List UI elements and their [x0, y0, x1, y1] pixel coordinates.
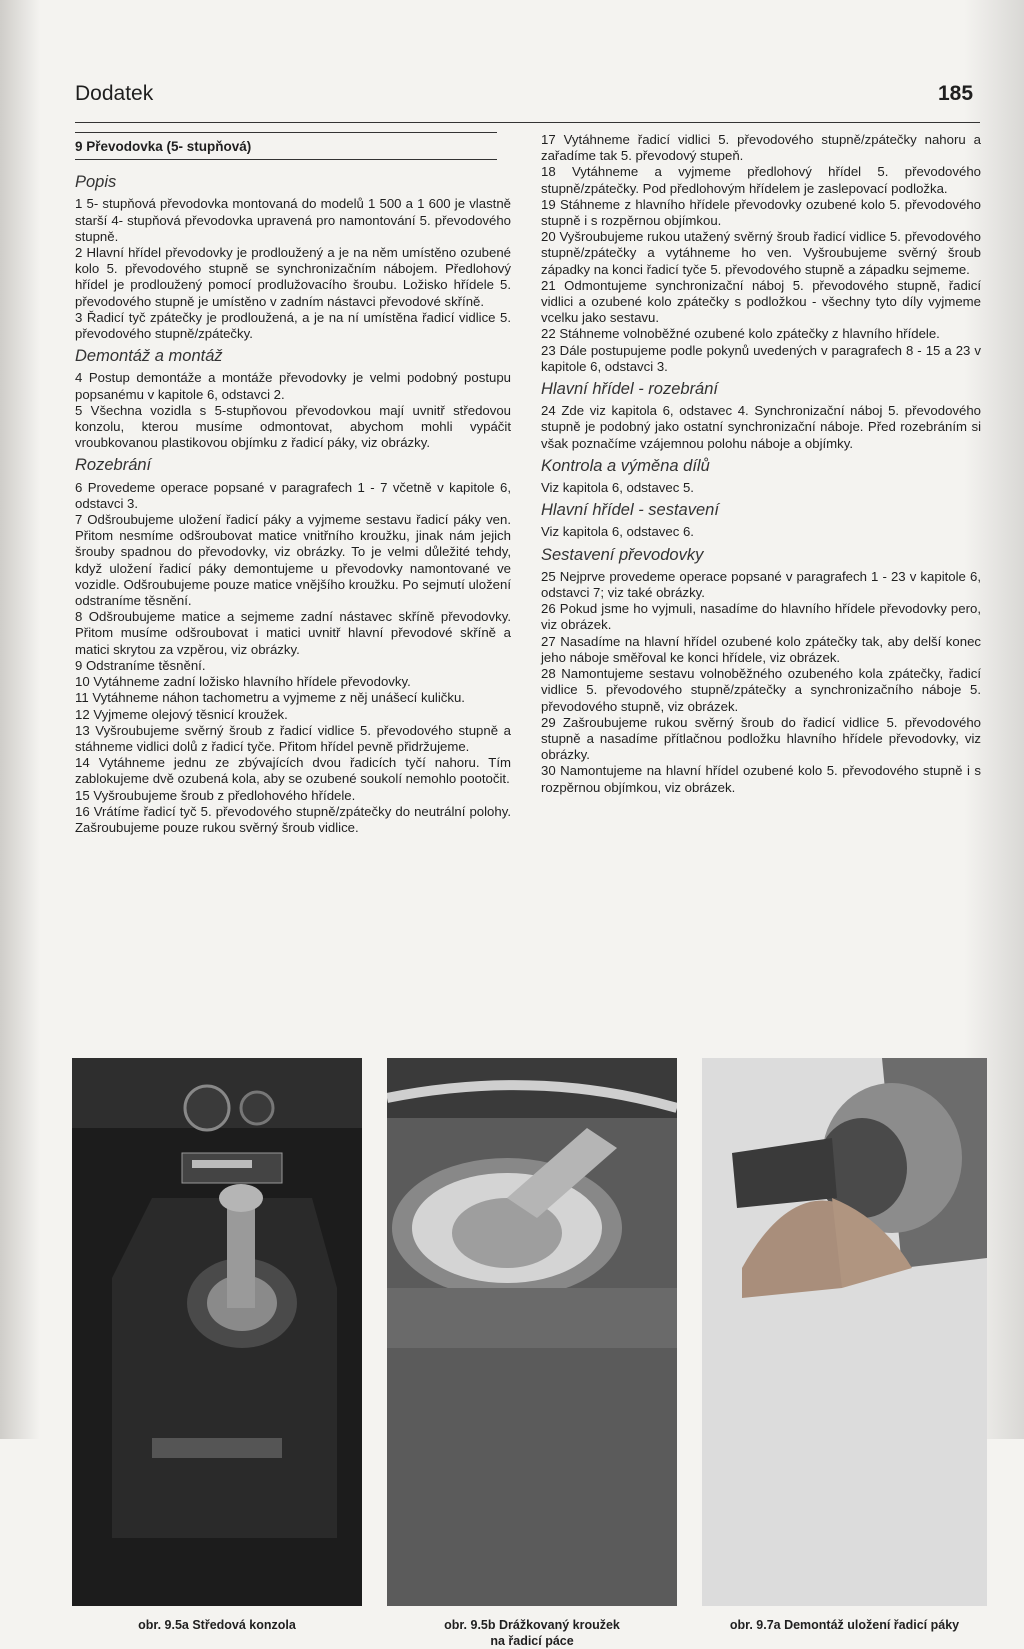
paragraph: 2 Hlavní hřídel převodovky je prodloužený a je na něm umístěno ozubené kolo 5. převodového stupně se synchronizačním nábojem. Předlohový hřídel je prodloužený pomocí prodlužovacího šroubu. Ložisko hřídele 5. převodového stupně je umístěno v zadním nástavci převodové skříně. [75, 245, 511, 309]
subheading-hlavni-sestaveni: Hlavní hřídel - sestavení [541, 501, 719, 520]
figure-caption [387, 1617, 677, 1649]
photo-splined-ring [387, 1058, 677, 1606]
right-column [541, 132, 981, 796]
paragraph: 27 Nasadíme na hlavní hřídel ozubené kolo zpátečky tak, aby delší konec jeho náboje směřoval ke konci hřídele, viz obrázek. [541, 633, 981, 665]
paragraph: Viz kapitola 6, odstavec 6. [541, 524, 694, 540]
paragraph: 14 Vytáhneme jednu ze zbývajících dvou řadicích tyčí nahoru. Tím zablokujeme dvě ozubená kola, aby se ozubené soukolí nemohlo pootočit. [75, 755, 511, 787]
paragraph: 20 Vyšroubujeme rukou utažený svěrný šroub řadicí vidlice 5. převodového stupně/zpátečky a vytáhneme ho ven. Vyšroubujeme svěrný šroub západky na konci řadicí tyče 5. převodového stupně a západku sejmeme. [541, 229, 981, 277]
paragraph: 8 Odšroubujeme matice a sejmeme zadní nástavec skříně převodovky. Přitom musíme odšroubovat i matici uvnitř hlavní převodové skříně a matici skrytou za vzpěrou, viz obrázky. [75, 609, 511, 657]
section-heading: 9 Převodovka (5- stupňová) [75, 132, 497, 160]
figure-caption: obr. 9.5a Středová konzola [138, 1618, 296, 1632]
subheading-rozebrani: Rozebrání [75, 456, 152, 475]
paragraph: Viz kapitola 6, odstavec 5. [541, 480, 694, 496]
paragraph: 16 Vrátíme řadicí tyč 5. převodového stupně/zpátečky do neutrální polohy. Zašroubujeme pouze rukou svěrný šroub vidlice. [75, 803, 511, 835]
paragraph: 10 Vytáhneme zadní ložisko hlavního hřídele převodovky. [75, 674, 411, 690]
running-header-title: Dodatek [75, 82, 154, 105]
paragraph: 9 Odstraníme těsnění. [75, 657, 206, 673]
subheading-hlavni-rozebrani: Hlavní hřídel - rozebrání [541, 380, 718, 399]
paragraph: 24 Zde viz kapitola 6, odstavec 4. Synchronizační náboj 5. převodového stupně je podobný jako ostatní synchronizační náboje. Před rozebráním si však poznačíme vzájemnou polohu náboje a objímky. [541, 403, 981, 451]
photo-lever-mounting-removal [702, 1058, 987, 1606]
paragraph: 25 Nejprve provedeme operace popsané v paragrafech 1 - 23 v kapitole 6, odstavci 7; viz také obrázky. [541, 568, 981, 601]
header-rule [75, 122, 980, 123]
paragraph: 13 Vyšroubujeme svěrný šroub z řadicí vidlice 5. převodového stupně a stáhneme vidlici dolů z řadicí tyče. Přitom hřídel pevně přidržujeme. [75, 722, 511, 754]
figure-caption: obr. 9.7a Demontáž uložení řadicí páky [729, 1618, 960, 1632]
paragraph: 7 Odšroubujeme uložení řadicí páky a vyjmeme sestavu řadicí páky ven. Přitom nesmíme odšroubovat matice vnitřního kroužku, jinak nám jejich šrouby spadnou do převodovky, viz obrázky. To je velmi důležité tehdy, když uložení řadicí páky demontujeme u převodovky namontované ve vozidle. Odšroubujeme pouze matice vnějšího kroužku. Po sejmutí uložení odstraníme těsnění. [75, 512, 511, 609]
paragraph: 11 Vytáhneme náhon tachometru a vyjmeme z něj unášecí kuličku. [75, 690, 465, 706]
paragraph: 6 Provedeme operace popsané v paragrafech 1 - 7 včetně v kapitole 6, odstavci 3. [75, 479, 511, 511]
figure-caption-line: obr. 9.5b Drážkovaný kroužek [444, 1618, 620, 1632]
paragraph: 26 Pokud jsme ho vyjmuli, nasadíme do hlavního hřídele převodovky pero, viz obrázek. [541, 601, 981, 633]
paragraph: 4 Postup demontáže a montáže převodovky je velmi podobný postupu popsanému v kapitole 6, odstavci 2. [75, 370, 511, 402]
paragraph: 3 Řadicí tyč zpátečky je prodloužená, a je na ní umístěna řadicí vidlice 5. převodového stupně/zpátečky. [75, 309, 511, 342]
paragraph: 15 Vyšroubujeme šroub z předlohového hřídele. [75, 787, 356, 803]
subheading-demontaz: Demontáž a montáž [75, 347, 223, 366]
paragraph: 1 5- stupňová převodovka montovaná do modelů 1 500 a 1 600 je vlastně starší 4- stupňová převodovka upravená pro namontování 5. převodového stupně. [75, 196, 511, 244]
paragraph: 21 Odmontujeme synchronizační náboj 5. převodového stupně, řadicí vidlici a ozubené kolo zpátečky s podložkou - všechny tyto díly vyjmeme vcelku jako sestavu. [541, 277, 981, 326]
paragraph: 23 Dále postupujeme podle pokynů uvedených v paragrafech 8 - 15 a 23 v kapitole 6, odstavci 3. [541, 342, 981, 374]
paragraph: 29 Zašroubujeme rukou svěrný šroub do řadicí vidlice 5. převodového stupně a nasadíme přítlačnou podložku hlavního hřídele převodovky, viz obrázky. [541, 714, 981, 763]
paragraph: 5 Všechna vozidla s 5-stupňovou převodovkou mají uvnitř středovou konzolu, kterou musíme odmontovat, abychom mohli vypáčit vroubkovanou plastikovou objímku z řadicí páky, viz obrázky. [75, 402, 511, 451]
photo-center-console [72, 1058, 362, 1606]
page-edge-shadow-left [0, 0, 40, 1439]
paragraph: 22 Stáhneme volnoběžné ozubené kolo zpátečky z hlavního hřídele. [541, 326, 940, 342]
paragraph: 17 Vytáhneme řadicí vidlici 5. převodového stupně/zpátečky nahoru a zařadíme tak 5. převodový stupeň. [541, 132, 981, 164]
paragraph: 12 Vyjmeme olejový těsnicí kroužek. [75, 706, 288, 722]
subheading-kontrola: Kontrola a výměna dílů [541, 456, 710, 475]
figure-caption-line: na řadicí páce [490, 1634, 574, 1648]
page-number: 185 [938, 82, 974, 105]
subheading-popis: Popis [75, 173, 117, 192]
paragraph: 30 Namontujeme na hlavní hřídel ozubené kolo 5. převodového stupně i s rozpěrnou objímkou, viz obrázek. [541, 763, 981, 795]
paragraph: 19 Stáhneme z hlavního hřídele převodovky ozubené kolo 5. převodového stupně i s rozpěrnou objímkou. [541, 196, 981, 229]
paragraph: 28 Namontujeme sestavu volnoběžného ozubeného kola zpátečky, řadicí vidlice 5. převodového stupně/zpátečky a synchronizačního náboje 5. převodového stupně, viz obrázek. [541, 666, 981, 714]
left-column [75, 132, 511, 836]
subheading-sestaveni: Sestavení převodovky [541, 545, 704, 564]
paragraph: 18 Vytáhneme a vyjmeme předlohový hřídel 5. převodového stupně/zpátečky. Pod předlohovým hřídelem je zaslepovací podložka. [541, 164, 981, 196]
